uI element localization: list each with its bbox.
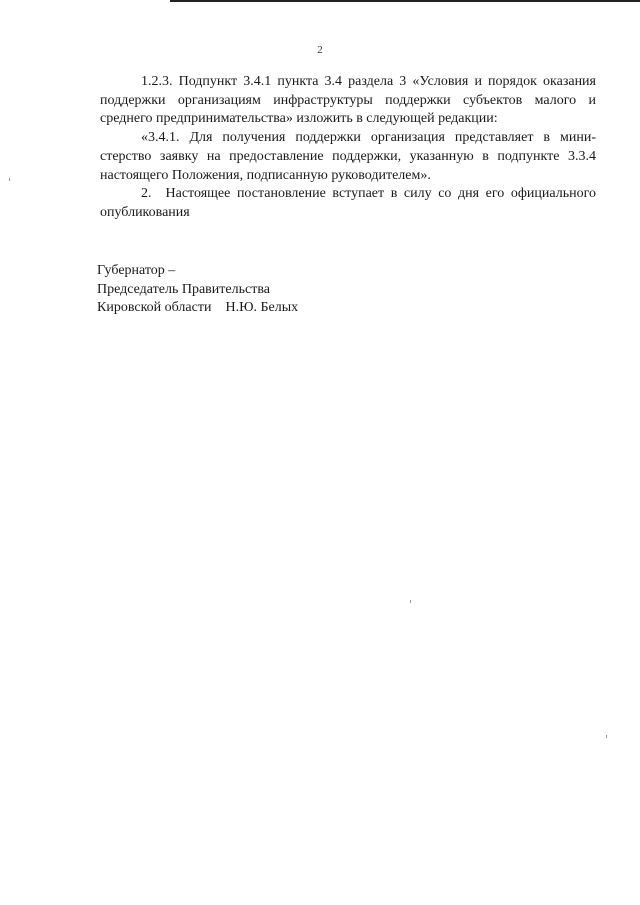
- signature-block: [97, 262, 298, 318]
- paragraph-2: 2. Настоящее постановление вступает в силу со дня его официального опубликования: [100, 186, 596, 220]
- top-border-line: [170, 0, 640, 2]
- page-number: 2: [317, 44, 323, 56]
- signature-title: Губернатор –: [97, 263, 176, 278]
- signature-position: Председатель Правительства: [97, 281, 270, 297]
- scan-speck: [9, 178, 10, 181]
- scan-speck: [606, 735, 607, 738]
- scan-speck: [410, 600, 411, 603]
- document-body: [100, 73, 596, 223]
- signature-region-name: Кировской области Н.Ю. Белых: [97, 300, 299, 315]
- paragraph-1-2-3: 1.2.3. Подпункт 3.4.1 пункта 3.4 раздела 3 «Условия и порядок оказания поддержки организациям инфраструктуры поддержки субъектов малого и среднего предпринимательства» изложить в следующей редакции:: [100, 74, 596, 127]
- paragraph-3-4-1: «3.4.1. Для получения поддержки организация представляет в министерство заявку на предоставление поддержки, указанную в подпункте 3.3.4 настоящего Положения, подписанную руководителем».: [100, 130, 596, 183]
